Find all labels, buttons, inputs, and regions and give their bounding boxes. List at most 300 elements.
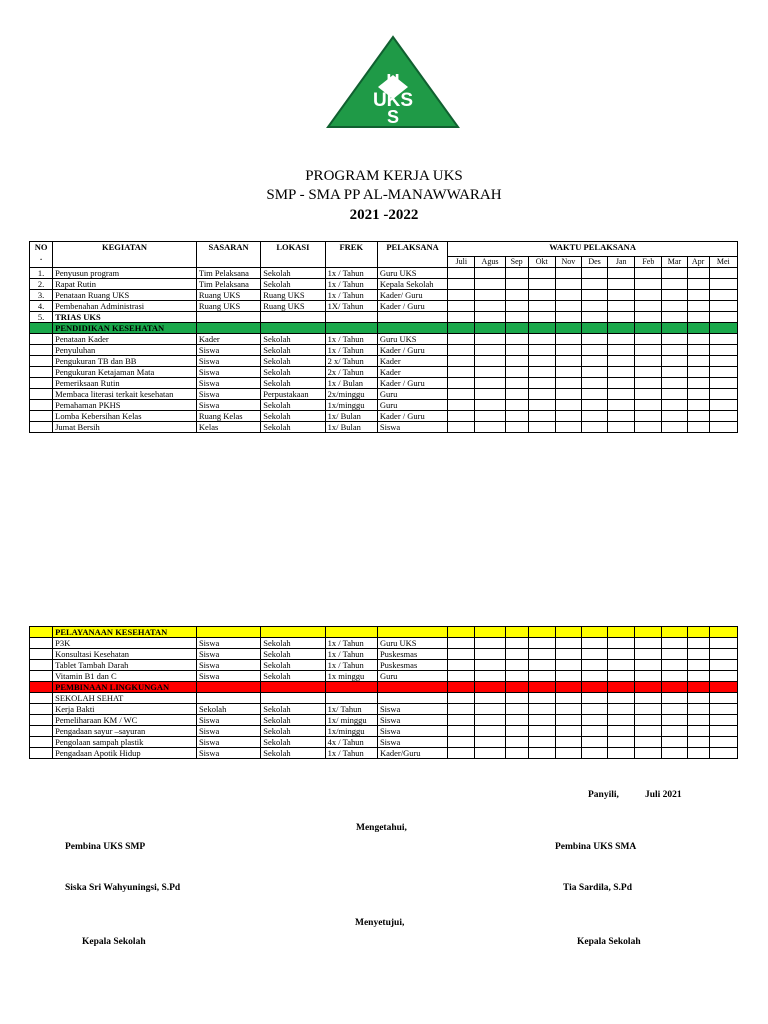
uks-logo: [326, 35, 460, 129]
month-cell: [505, 345, 528, 356]
month-header: Mar: [662, 257, 687, 268]
month-cell: [608, 334, 635, 345]
month-cell: [582, 704, 608, 715]
cell-no: [30, 627, 53, 638]
table-row: [30, 660, 738, 671]
month-cell: [555, 704, 581, 715]
table-row: [30, 748, 738, 759]
cell-empty: [196, 312, 260, 323]
month-cell: [528, 693, 555, 704]
month-cell: [505, 334, 528, 345]
month-cell: [608, 367, 635, 378]
cell-empty: [377, 693, 447, 704]
month-header: Juli: [448, 257, 475, 268]
month-cell: [528, 649, 555, 660]
month-cell: [662, 279, 687, 290]
cell-empty: [196, 627, 260, 638]
month-cell: [448, 704, 475, 715]
cell-empty: [528, 627, 555, 638]
month-cell: [505, 378, 528, 389]
month-cell: [505, 312, 528, 323]
month-cell: [635, 715, 662, 726]
cell-no: [30, 682, 53, 693]
cell-sasaran: Siswa: [196, 660, 260, 671]
month-cell: [448, 737, 475, 748]
cell-sasaran: Siswa: [196, 737, 260, 748]
cell-kegiatan: Penyuluhan: [53, 345, 197, 356]
table-row: [30, 290, 738, 301]
month-cell: [555, 737, 581, 748]
month-cell: [709, 704, 737, 715]
month-cell: [505, 660, 528, 671]
month-cell: [555, 334, 581, 345]
month-cell: [475, 378, 505, 389]
cell-pelaksana: Siswa: [377, 704, 447, 715]
cell-kegiatan: TRIAS UKS: [53, 312, 197, 323]
month-cell: [475, 422, 505, 433]
month-cell: [581, 378, 607, 389]
cell-empty: [555, 682, 581, 693]
cell-empty: [687, 682, 709, 693]
month-cell: [448, 660, 475, 671]
month-cell: [528, 671, 555, 682]
month-cell: [475, 312, 505, 323]
table-row: [30, 367, 738, 378]
cell-empty: [196, 323, 260, 334]
cell-no: [30, 704, 53, 715]
cell-lokasi: Ruang UKS: [261, 301, 325, 312]
month-cell: [555, 660, 581, 671]
month-cell: [555, 356, 581, 367]
month-cell: [475, 400, 505, 411]
cell-empty: [528, 323, 555, 334]
cell-empty: [608, 323, 635, 334]
month-cell: [448, 748, 475, 759]
month-cell: [608, 290, 635, 301]
cell-no: [30, 411, 53, 422]
col-no: NO .: [30, 242, 53, 268]
cell-empty: [261, 323, 325, 334]
cell-lokasi: Sekolah: [261, 649, 325, 660]
cell-no: [30, 367, 53, 378]
month-cell: [687, 378, 709, 389]
month-header: Apr: [687, 257, 709, 268]
cell-kegiatan: Pembenahan Administrasi: [53, 301, 197, 312]
cell-frek: 1x/ minggu: [325, 715, 377, 726]
cell-sasaran: Tim Pelaksana: [196, 268, 260, 279]
cell-empty: [448, 627, 475, 638]
cell-empty: [196, 682, 260, 693]
sign-date: Juli 2021: [645, 790, 682, 800]
month-cell: [475, 638, 505, 649]
col-pelaksana: PELAKSANA: [377, 242, 447, 268]
month-cell: [475, 268, 505, 279]
month-cell: [581, 290, 607, 301]
month-cell: [448, 312, 475, 323]
month-cell: [709, 671, 737, 682]
sekolah-sehat-row: [30, 693, 738, 704]
cell-lokasi: Sekolah: [261, 345, 325, 356]
month-cell: [448, 290, 475, 301]
month-cell: [709, 378, 737, 389]
pembina-smp-title: Pembina UKS SMP: [65, 842, 146, 852]
month-cell: [635, 290, 662, 301]
month-cell: [528, 660, 555, 671]
month-cell: [448, 268, 475, 279]
month-cell: [582, 737, 608, 748]
table-row: [30, 356, 738, 367]
cell-empty: [582, 682, 608, 693]
cell-no: [30, 422, 53, 433]
month-cell: [505, 290, 528, 301]
cell-frek: 1x/minggu: [325, 726, 377, 737]
month-cell: [709, 693, 737, 704]
cell-sasaran: Siswa: [196, 715, 260, 726]
cell-frek: 2 x/ Tahun: [325, 356, 377, 367]
table-row: [30, 334, 738, 345]
cell-pelaksana: Siswa: [377, 422, 447, 433]
month-cell: [555, 378, 581, 389]
cell-lokasi: Ruang UKS: [261, 290, 325, 301]
month-cell: [662, 400, 687, 411]
month-cell: [635, 671, 662, 682]
table-row: [30, 737, 738, 748]
month-cell: [608, 389, 635, 400]
cell-empty: [555, 323, 581, 334]
cell-empty: [261, 312, 325, 323]
cell-pelaksana: Guru UKS: [377, 334, 447, 345]
cell-kegiatan: Pengukuran Ketajaman Mata: [53, 367, 197, 378]
month-cell: [582, 638, 608, 649]
month-cell: [581, 345, 607, 356]
cell-empty: [687, 627, 709, 638]
cell-lokasi: Sekolah: [261, 748, 325, 759]
section-label: PENDIDIKAN KESEHATAN: [53, 323, 197, 334]
month-cell: [475, 693, 505, 704]
month-cell: [581, 279, 607, 290]
pelayanan-section-row: [30, 627, 738, 638]
cell-empty: [475, 323, 505, 334]
cell-empty: [709, 323, 737, 334]
cell-kegiatan: Pengadaan sayur –sayuran: [53, 726, 197, 737]
cell-sasaran: Ruang UKS: [196, 290, 260, 301]
month-cell: [608, 715, 635, 726]
cell-lokasi: Sekolah: [261, 737, 325, 748]
cell-empty: [687, 323, 709, 334]
table-row: [30, 649, 738, 660]
sign-place: Panyili,: [588, 790, 619, 800]
month-cell: [662, 704, 687, 715]
month-cell: [635, 334, 662, 345]
cell-pelaksana: Puskesmas: [377, 660, 447, 671]
cell-frek: 1x/ Tahun: [325, 704, 377, 715]
month-cell: [555, 748, 581, 759]
month-cell: [505, 422, 528, 433]
cell-lokasi: Sekolah: [261, 726, 325, 737]
table-row: [30, 422, 738, 433]
month-cell: [608, 693, 635, 704]
cell-no: [30, 378, 53, 389]
month-cell: [581, 389, 607, 400]
cell-empty: [377, 627, 447, 638]
cell-kegiatan: SEKOLAH SEHAT: [53, 693, 197, 704]
month-cell: [687, 638, 709, 649]
month-cell: [581, 312, 607, 323]
cell-empty: [325, 627, 377, 638]
cell-no: [30, 638, 53, 649]
month-cell: [475, 345, 505, 356]
cell-lokasi: Sekolah: [261, 268, 325, 279]
cell-kegiatan: Pengadaan Apotik Hidup: [53, 748, 197, 759]
cell-no: [30, 660, 53, 671]
table-row: [30, 345, 738, 356]
cell-pelaksana: Kader: [377, 367, 447, 378]
cell-frek: 1x / Tahun: [325, 268, 377, 279]
month-cell: [448, 411, 475, 422]
pendidikan-section-row: [30, 323, 738, 334]
cell-kegiatan: Kerja Bakti: [53, 704, 197, 715]
cell-empty: [475, 627, 505, 638]
cell-frek: 1x / Tahun: [325, 638, 377, 649]
month-cell: [528, 748, 555, 759]
month-cell: [505, 649, 528, 660]
month-header: Nov: [555, 257, 581, 268]
cell-empty: [448, 682, 475, 693]
month-cell: [505, 301, 528, 312]
month-cell: [555, 400, 581, 411]
month-cell: [662, 411, 687, 422]
cell-pelaksana: Kader / Guru: [377, 345, 447, 356]
table-row: [30, 301, 738, 312]
month-cell: [687, 704, 709, 715]
month-cell: [635, 312, 662, 323]
cell-empty: [505, 323, 528, 334]
cell-lokasi: Sekolah: [261, 671, 325, 682]
month-cell: [582, 748, 608, 759]
month-cell: [555, 312, 581, 323]
cell-empty: [505, 627, 528, 638]
month-cell: [528, 704, 555, 715]
month-cell: [505, 715, 528, 726]
cell-sasaran: Siswa: [196, 671, 260, 682]
month-cell: [635, 279, 662, 290]
month-header: Jan: [608, 257, 635, 268]
month-cell: [608, 422, 635, 433]
cell-pelaksana: Kader/Guru: [377, 748, 447, 759]
trias-row: [30, 312, 738, 323]
cell-kegiatan: P3K: [53, 638, 197, 649]
month-cell: [555, 290, 581, 301]
cell-no: 4.: [30, 301, 53, 312]
month-cell: [475, 301, 505, 312]
month-cell: [687, 290, 709, 301]
cell-empty: [261, 627, 325, 638]
month-cell: [475, 356, 505, 367]
month-cell: [528, 422, 555, 433]
month-cell: [475, 367, 505, 378]
month-cell: [475, 411, 505, 422]
logo-letter-u: U: [386, 71, 400, 91]
month-cell: [709, 290, 737, 301]
cell-no: [30, 726, 53, 737]
cell-no: 1.: [30, 268, 53, 279]
month-cell: [528, 356, 555, 367]
month-cell: [448, 400, 475, 411]
month-cell: [448, 356, 475, 367]
cell-kegiatan: Pemeriksaan Rutin: [53, 378, 197, 389]
table-row: [30, 389, 738, 400]
month-cell: [709, 312, 737, 323]
month-header: Feb: [635, 257, 662, 268]
cell-empty: [608, 627, 635, 638]
cell-frek: 2x/minggu: [325, 389, 377, 400]
cell-frek: 1X/ Tahun: [325, 301, 377, 312]
col-waktu: WAKTU PELAKSANA: [448, 242, 738, 257]
cell-empty: [528, 682, 555, 693]
month-cell: [555, 268, 581, 279]
program-table-continued: [29, 626, 738, 759]
month-cell: [475, 748, 505, 759]
cell-pelaksana: Kader / Guru: [377, 411, 447, 422]
cell-pelaksana: Siswa: [377, 715, 447, 726]
month-cell: [662, 660, 687, 671]
col-frek: FREK: [325, 242, 377, 268]
month-cell: [528, 400, 555, 411]
month-header: Mei: [709, 257, 737, 268]
month-cell: [662, 726, 687, 737]
month-cell: [687, 748, 709, 759]
month-cell: [709, 660, 737, 671]
cell-frek: 1x/ Bulan: [325, 411, 377, 422]
cell-empty: [662, 627, 687, 638]
kepala-sekolah-left: Kepala Sekolah: [82, 937, 146, 947]
month-cell: [528, 367, 555, 378]
cell-sasaran: Siswa: [196, 649, 260, 660]
cell-sasaran: Siswa: [196, 638, 260, 649]
cell-kegiatan: Penataan Ruang UKS: [53, 290, 197, 301]
month-header: Sep: [505, 257, 528, 268]
month-cell: [662, 638, 687, 649]
month-cell: [608, 345, 635, 356]
month-cell: [608, 400, 635, 411]
cell-frek: 1x/minggu: [325, 400, 377, 411]
month-cell: [555, 367, 581, 378]
month-cell: [635, 345, 662, 356]
month-cell: [608, 726, 635, 737]
month-cell: [555, 411, 581, 422]
month-cell: [448, 345, 475, 356]
cell-frek: 1x / Bulan: [325, 378, 377, 389]
cell-kegiatan: Pemahaman PKHS: [53, 400, 197, 411]
pembinaan-section-row: [30, 682, 738, 693]
month-cell: [581, 268, 607, 279]
cell-lokasi: Sekolah: [261, 411, 325, 422]
month-cell: [608, 737, 635, 748]
cell-pelaksana: Guru: [377, 671, 447, 682]
cell-pelaksana: Guru UKS: [377, 268, 447, 279]
month-cell: [608, 356, 635, 367]
cell-no: 5.: [30, 312, 53, 323]
cell-frek: 1x / Tahun: [325, 660, 377, 671]
cell-frek: 1x / Tahun: [325, 649, 377, 660]
cell-sasaran: Siswa: [196, 345, 260, 356]
table-row: [30, 671, 738, 682]
cell-lokasi: Sekolah: [261, 704, 325, 715]
cell-kegiatan: Membaca literasi terkait kesehatan: [53, 389, 197, 400]
month-cell: [448, 649, 475, 660]
month-cell: [687, 367, 709, 378]
month-cell: [709, 301, 737, 312]
month-cell: [528, 378, 555, 389]
cell-no: [30, 356, 53, 367]
month-cell: [505, 726, 528, 737]
cell-lokasi: Sekolah: [261, 367, 325, 378]
month-cell: [448, 367, 475, 378]
month-cell: [505, 671, 528, 682]
month-cell: [662, 345, 687, 356]
pembina-sma-name: Tia Sardila, S.Pd: [563, 883, 632, 893]
cell-sasaran: Kelas: [196, 422, 260, 433]
cell-sasaran: Siswa: [196, 748, 260, 759]
month-cell: [582, 660, 608, 671]
month-cell: [555, 671, 581, 682]
month-cell: [555, 422, 581, 433]
month-cell: [662, 737, 687, 748]
month-cell: [528, 737, 555, 748]
cell-empty: [635, 627, 662, 638]
month-cell: [635, 367, 662, 378]
table-row: [30, 411, 738, 422]
month-cell: [528, 290, 555, 301]
cell-sasaran: Siswa: [196, 389, 260, 400]
month-cell: [505, 279, 528, 290]
month-cell: [475, 726, 505, 737]
month-cell: [709, 356, 737, 367]
menyetujui-label: Menyetujui,: [355, 918, 405, 928]
month-cell: [662, 715, 687, 726]
cell-empty: [325, 312, 377, 323]
month-cell: [687, 422, 709, 433]
month-cell: [608, 671, 635, 682]
cell-frek: 1x / Tahun: [325, 334, 377, 345]
cell-empty: [448, 323, 475, 334]
cell-kegiatan: Rapat Rutin: [53, 279, 197, 290]
month-cell: [582, 715, 608, 726]
month-cell: [448, 301, 475, 312]
month-cell: [709, 638, 737, 649]
month-cell: [687, 671, 709, 682]
cell-lokasi: Sekolah: [261, 715, 325, 726]
month-cell: [581, 301, 607, 312]
month-cell: [709, 268, 737, 279]
month-cell: [687, 649, 709, 660]
month-cell: [709, 400, 737, 411]
month-cell: [608, 411, 635, 422]
table-row: [30, 726, 738, 737]
month-cell: [528, 411, 555, 422]
month-cell: [528, 301, 555, 312]
month-cell: [662, 693, 687, 704]
month-cell: [608, 649, 635, 660]
cell-pelaksana: Kader/ Guru: [377, 290, 447, 301]
month-cell: [687, 312, 709, 323]
cell-sasaran: Kader: [196, 334, 260, 345]
table-row: [30, 400, 738, 411]
month-cell: [581, 411, 607, 422]
cell-kegiatan: Pengolaan sampah plastik: [53, 737, 197, 748]
month-cell: [709, 422, 737, 433]
cell-empty: [709, 627, 737, 638]
